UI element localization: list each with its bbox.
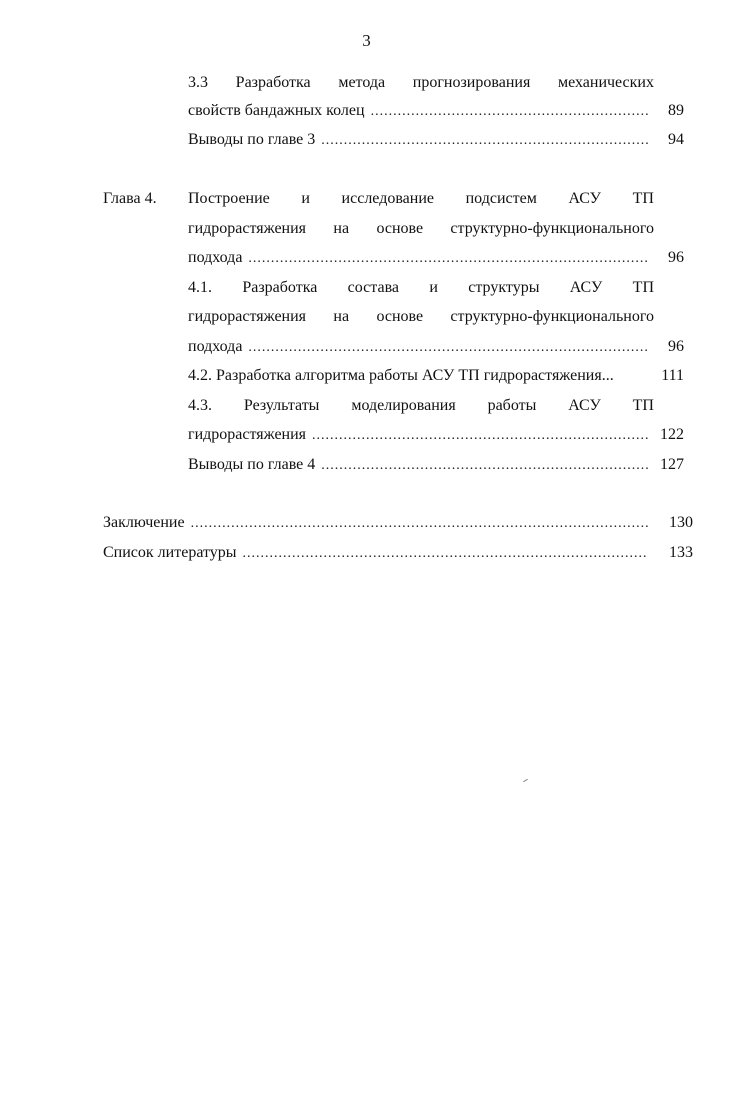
- toc-word: работы: [487, 397, 537, 414]
- toc-word: 4.1.: [188, 279, 212, 296]
- toc-page-references: 133: [669, 544, 693, 561]
- toc-word: Разработка: [235, 74, 311, 91]
- toc-entry-4-3-line1: [188, 396, 654, 416]
- toc-word: структуры: [468, 279, 540, 296]
- toc-word: на: [333, 220, 350, 237]
- toc-word: структурно-функционального: [450, 308, 654, 325]
- toc-entry-3-3-line1: [188, 73, 654, 93]
- toc-word: Разработка: [242, 279, 318, 296]
- toc-word: основе: [376, 220, 424, 237]
- toc-word: прогнозирования: [412, 74, 531, 91]
- toc-page-4-3: 122: [660, 426, 684, 443]
- toc-word: гидрорастяжения: [188, 220, 307, 237]
- toc-word: АСУ: [568, 190, 601, 207]
- page-number: 3: [362, 31, 371, 50]
- toc-page-3-3: 89: [668, 102, 684, 119]
- toc-entry-conclusions-4: [188, 455, 652, 476]
- dot-leader: [321, 131, 648, 151]
- toc-page-conclusions-3: 94: [668, 131, 684, 148]
- toc-entry-chapter-4-line1: [188, 189, 654, 209]
- toc-word: ТП: [632, 190, 654, 207]
- stray-pen-mark: [523, 779, 528, 782]
- toc-word: 4.3.: [188, 397, 212, 414]
- toc-entry-4-3-line2: [188, 425, 652, 446]
- toc-entry-conclusions-3: [188, 130, 652, 151]
- toc-page-chapter-4: 96: [668, 249, 684, 266]
- toc-text: Выводы по главе 4: [188, 456, 316, 473]
- toc-word: АСУ: [569, 279, 603, 296]
- toc-page-4-2: 111: [661, 367, 684, 384]
- toc-text: подхода: [188, 249, 243, 266]
- toc-word: и: [301, 190, 310, 207]
- dot-leader: [191, 514, 648, 534]
- toc-word: гидрорастяжения: [188, 308, 307, 325]
- toc-page-conclusion: 130: [669, 514, 693, 531]
- toc-word: метода: [338, 74, 386, 91]
- toc-entry-4-2: 4.2. Разработка алгоритма работы АСУ ТП гидрорастяжения...: [188, 367, 614, 384]
- toc-word: механических: [557, 74, 654, 91]
- dot-leader: [321, 456, 648, 476]
- toc-word: исследование: [341, 190, 434, 207]
- toc-word: состава: [347, 279, 400, 296]
- toc-word: АСУ: [568, 397, 601, 414]
- dot-leader: [312, 426, 648, 446]
- toc-page-conclusions-4: 127: [660, 456, 684, 473]
- toc-text: Список литературы: [103, 544, 237, 561]
- toc-text: Заключение: [103, 514, 185, 531]
- toc-word: 3.3: [188, 74, 208, 91]
- toc-page-4-1: 96: [668, 338, 684, 355]
- toc-word: Результаты: [243, 397, 320, 414]
- toc-entry-chapter-4-line2: [188, 219, 654, 239]
- toc-entry-references: [103, 543, 652, 564]
- dot-leader: [243, 544, 648, 564]
- toc-word: на: [333, 308, 350, 325]
- dot-leader: [248, 249, 648, 269]
- toc-word: Построение: [188, 190, 270, 207]
- dot-leader: [248, 338, 648, 358]
- toc-word: ТП: [632, 279, 654, 296]
- toc-word: подсистем: [465, 190, 537, 207]
- toc-text: подхода: [188, 338, 243, 355]
- dot-leader: [371, 102, 648, 122]
- toc-entry-4-1-line3: [188, 337, 652, 358]
- toc-entry-chapter-4-line3: [188, 248, 652, 269]
- toc-word: и: [429, 279, 438, 296]
- toc-entry-3-3-line2: [188, 101, 652, 122]
- toc-text: свойств бандажных колец: [188, 102, 365, 119]
- toc-word: основе: [376, 308, 424, 325]
- toc-text: гидрорастяжения: [188, 426, 307, 443]
- toc-entry-4-1-line1: [188, 278, 654, 298]
- toc-word: структурно-функционального: [450, 220, 654, 237]
- toc-word: моделирования: [351, 397, 456, 414]
- toc-text: Выводы по главе 3: [188, 131, 316, 148]
- toc-word: ТП: [632, 397, 654, 414]
- toc-entry-4-1-line2: [188, 307, 654, 327]
- chapter-4-label: Глава 4.: [103, 190, 157, 207]
- toc-entry-conclusion: [103, 513, 652, 534]
